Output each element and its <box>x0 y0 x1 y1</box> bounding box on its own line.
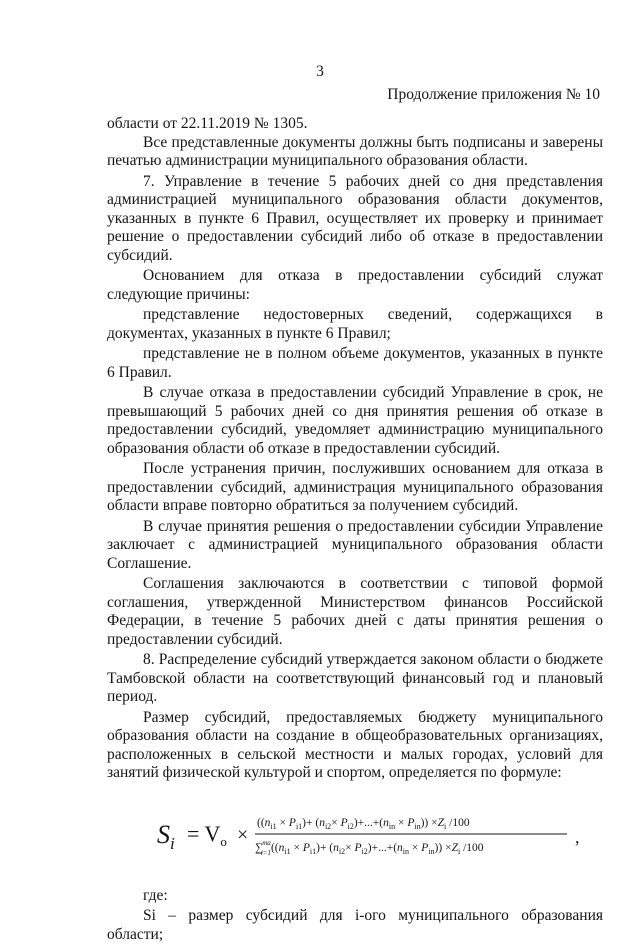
paragraph: Основанием для отказа в предоставлении субсидий служат следующие причины: <box>107 267 603 303</box>
formula-lhs: $S_i$ <box>157 819 175 853</box>
paragraph: Размер субсидий, предоставляемых бюджету муниципального образования области на создание в общеобразовательных организациях, расположенных в сельской местности и малых городах, условий для занятий физической культурой и спортом, определяется по формуле: <box>107 708 603 781</box>
formula-comma: , <box>575 826 580 847</box>
paragraph: 8. Распределение субсидий утверждается законом области о бюджете Тамбовской области на соответствующий финансовый год и плановый период. <box>107 651 603 705</box>
running-title: Продолжение приложения № 10 <box>387 86 600 103</box>
formula-times: × <box>237 823 249 846</box>
where-label: где: <box>143 886 168 904</box>
formula-denominator: ∑ma $i=1((n_{i1} \times P_{i1})+ (n_{i2}\times P_{i2})+...+(n_{in} \times P_{in})) \times Z_i$ /100 <box>255 838 484 857</box>
paragraph: После устранения причин, послуживших основанием для отказа в предоставлении субсидий, администрация муниципального образования области вправе повторно обратиться за получением субсидий. <box>107 460 603 514</box>
subsidy-formula <box>107 789 603 885</box>
formula-numerator: $((n_{i1} \times P_{i1})+ (n_{i2}\times P_{i2})+...+(n_{in} \times P_{in})) \times Z_i$ /100 <box>257 816 470 831</box>
page-number: 3 <box>316 63 324 80</box>
paragraph: представление недостоверных сведений, содержащихся в документах, указанных в пункте 6 Правил; <box>107 306 603 342</box>
formula-equals: = $V_o$ <box>187 820 227 849</box>
paragraph: В случае отказа в предоставлении субсидий Управление в срок, не превышающий 5 рабочих дней со дня принятия решения об отказе в предоставлении субсидий, уведомляет администрацию муниципального образования области об отказе в предоставлении субсидий. <box>107 384 603 457</box>
paragraph: 7. Управление в течение 5 рабочих дней со дня представления администрацией муниципального образования области документов, указанных в пункте 6 Правил, осуществляет их проверку и принимает решение о предоставлении субсидий либо об отказе в предоставлении субсидий. <box>107 172 603 264</box>
formula-graphic <box>157 799 617 869</box>
paragraph: В случае принятия решения о предоставлении субсидии Управление заключает с администрацией муниципального образования области Соглашение. <box>107 517 603 572</box>
paragraph: области от 22.11.2019 № 1305. <box>107 115 308 132</box>
definition-si: Si – размер субсидий для i-ого муниципального образования области; <box>107 907 603 943</box>
paragraph: Соглашения заключаются в соответствии с типовой формой соглашения, утвержденной Министерством финансов Российской Федерации, в течение 5 рабочих дней с даты принятия решения о предоставлении субсидий. <box>107 575 603 648</box>
paragraph: Все представленные документы должны быть подписаны и заверены печатью администрации муниципального образования области. <box>107 133 603 169</box>
paragraph: представление не в полном объеме документов, указанных в пункте 6 Правил. <box>107 345 603 381</box>
document-body <box>107 115 603 946</box>
